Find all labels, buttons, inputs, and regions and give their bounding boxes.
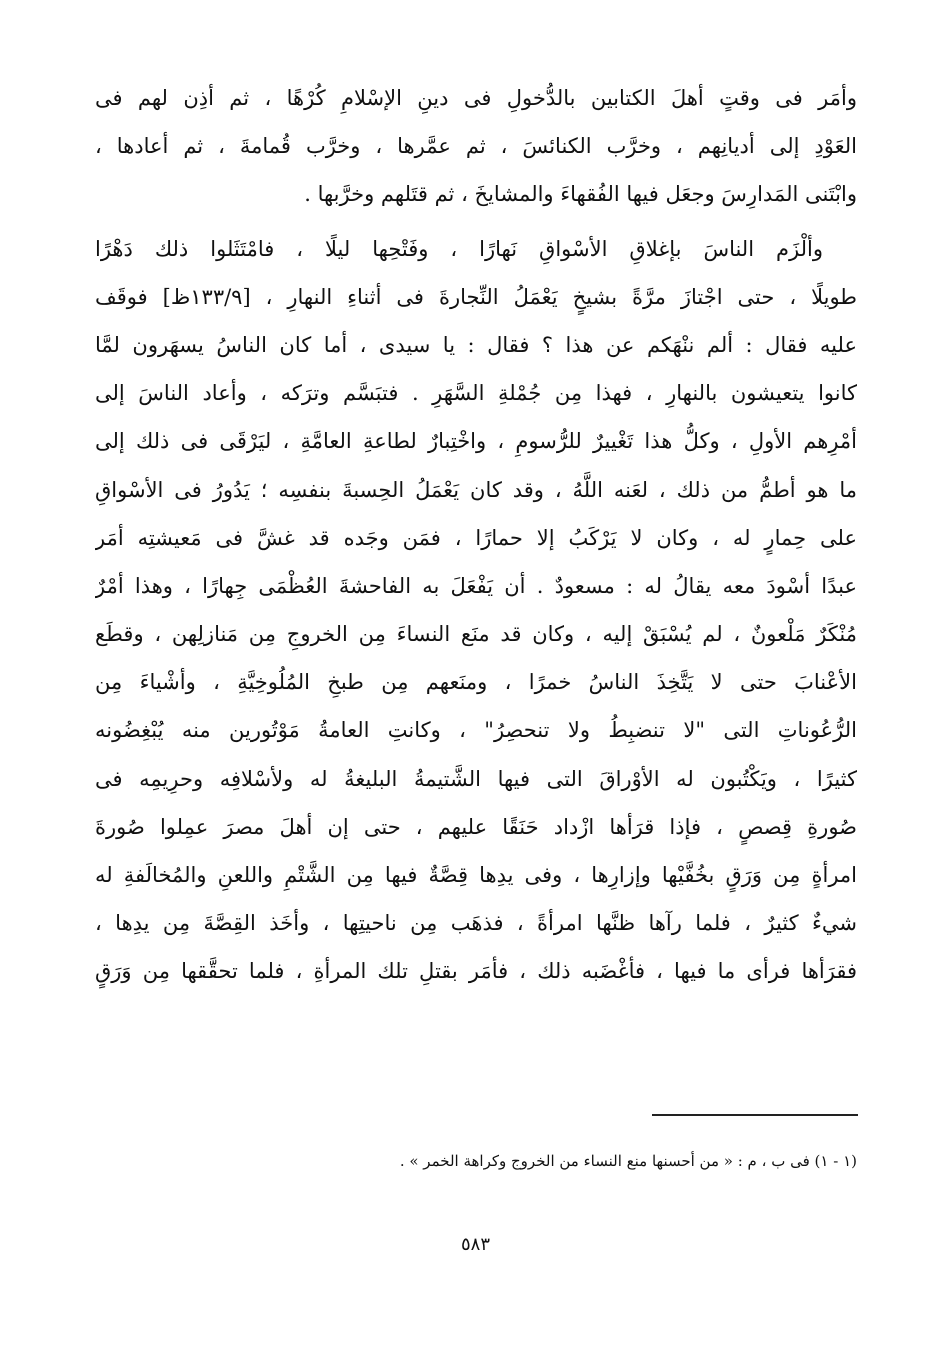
footnote: (١ - ١) فى ب ، م : « من أحسنها منع النساء من الخروج وكراهة الخمر » . — [399, 1152, 857, 1170]
text-line: العَوْدِ إلى أديانِهم ، وخرَّب الكنائسَ ، ثم عمَّرها ، وخرَّب قُمامةَ ، ثم أعادها ، — [95, 134, 857, 159]
text-line: شيءٌ كثيرٌ ، فلما رآها ظنَّها امرأةً ، فذهَب مِن ناحيتِها ، وأخَذ القِصَّةَ مِن يدِها ، — [95, 911, 857, 936]
page-number: ٥٨٣ — [460, 1234, 490, 1255]
text-line: وابْتَنى المَدارِسَ وجعَل فيها الفُقهاءَ والمشايخَ ، ثم قتَلهم وخرَّبها . — [304, 182, 857, 207]
text-line: الأعْنابَ حتى لا يَتَّخِذَ الناسُ خمرًا ، ومنَعهم مِن طبخِ المُلُوخِيَّةِ ، وأشْياءَ مِن — [95, 670, 857, 695]
text-line: فقرَأها فرأى ما فيها ، فأغْضَبه ذلك ، فأمَر بقتلِ تلك المرأةِ ، فلما تحقَّقها مِن وَرَقٍ — [95, 959, 857, 984]
text-line: عبدًا أسْودَ معه يقالُ له : مسعودٌ . أن يَفْعَلَ به الفاحشةَ العُظْمَى جِهارًا ، وهذا أمْرٌ — [95, 573, 857, 598]
text-line: كثيرًا ، ويَكْتُبون له الأوْراقَ التى فيها الشَّتيمةُ البليغةُ له ولأسْلافِه وحرِيمِه فى — [95, 766, 857, 791]
text-line: صُورةِ قِصصٍ ، فإذا قرَأها ازْداد حَنَقًا عليهم ، حتى إن أهلَ مصرَ عمِلوا صُورةَ — [95, 814, 857, 839]
text-line: الرُّعُوناتِ التى "لا تنضبِطُ ولا تنحصِرُ" ، وكانتِ العامةُ مَوْتُورين منه يُبْغِضُونه — [95, 718, 857, 743]
text-line: مُنْكَرٌ مَلْعونٌ ، لم يُسْبَقْ إليه ، وكان قد منَع النساءَ مِن الخروجِ مِن مَنازلِهن ، وقطَع — [95, 622, 857, 647]
main-text — [95, 74, 857, 996]
text-line: امرأةٍ مِن وَرَقٍ بخُفَّيْها وإزارِها ، وفى يدِها قِصَّةٌ فيها مِن الشَّتْمِ واللعنِ والمُخالَفةِ له — [95, 863, 857, 887]
text-line: ما هو أطمُّ من ذلك ، لعَنه اللَّهُ ، وقد كان يَعْمَلُ الحِسبةَ بنفسِه ؛ يَدُورُ فى الأسْواقِ — [95, 477, 857, 502]
text-line: وألْزَم الناسَ بإغلاقِ الأسْواقِ نَهارًا ، وفَتْحِها ليلًا ، فامْتَثَلوا ذلك دَهْرًا — [95, 236, 823, 261]
paragraph-2 — [95, 225, 857, 996]
text-line: وأمَر فى وقتٍ أهلَ الكتابين بالدُّخولِ فى دينِ الإسْلامِ كُرْهًا ، ثم أذِن لهم فى — [95, 86, 857, 110]
paragraph-1 — [95, 74, 857, 219]
text-line: على حِمارٍ له ، وكان لا يَرْكَبُ إلا حمارًا ، فمَن وجَده قد غشَّ فى مَعيشتِه أمَر — [95, 525, 857, 550]
text-line: أمْرِهم الأولِ ، وكلُّ هذا تَغْييرٌ للرُّسومِ ، واخْتِبارٌ لطاعةِ العامَّةِ ، ليَرْقَى فى ذلك إلى — [95, 429, 857, 454]
text-line: طويلًا ، حتى اجْتازَ مرَّةً بشيخٍ يَعْمَلُ النِّجارةَ فى أثناءِ النهارِ ، [١٣٣/٩ظ] فوقَف — [95, 284, 857, 309]
footnote-separator — [652, 1114, 858, 1116]
text-line: كانوا يتعيشون بالنهارِ ، فهذا مِن جُمْلةِ السَّهَرِ . فتبَسَّم وترَكه ، وأعاد الناسَ إلى — [95, 381, 857, 406]
text-line: عليه فقال : ألم ننْهَكم عن هذا ؟ فقال : يا سيدى ، أما كان الناسُ يسهَرون لمَّا — [95, 332, 857, 357]
